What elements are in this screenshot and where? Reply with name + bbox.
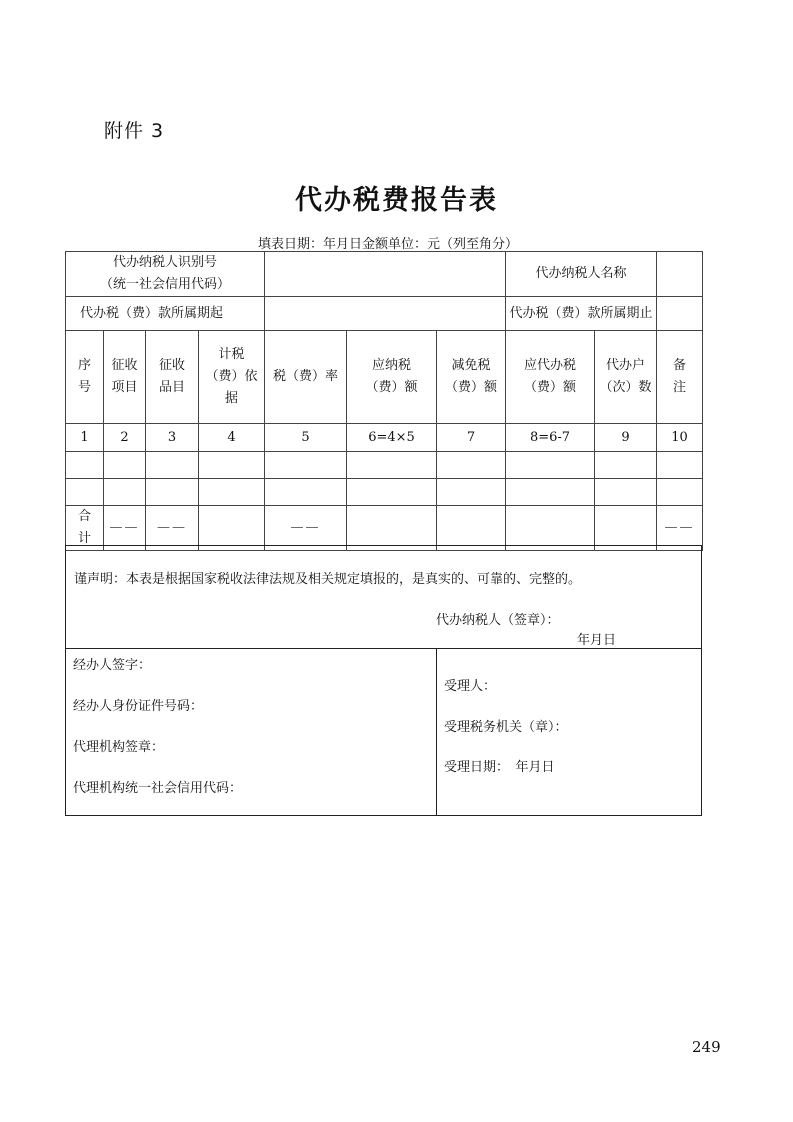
- column-header: [265, 331, 347, 424]
- table-cell[interactable]: [595, 479, 657, 506]
- column-number-row: [66, 424, 703, 452]
- table-cell[interactable]: [506, 479, 595, 506]
- section-divider: [436, 649, 437, 815]
- agent-seal-label: 代办纳税人（签章）：: [436, 613, 560, 628]
- total-label-line1: 合: [77, 509, 91, 524]
- table-cell[interactable]: [199, 452, 265, 479]
- table-row: [66, 452, 703, 479]
- column-number: 2: [104, 424, 146, 452]
- column-header-line: 注: [673, 380, 687, 395]
- period-start-label: 代办税（费）款所属期起: [66, 297, 265, 331]
- total-cell[interactable]: [595, 506, 657, 551]
- table-cell[interactable]: [66, 479, 104, 506]
- signature-section: [65, 648, 702, 816]
- column-header: [506, 331, 595, 424]
- period-start-field[interactable]: [265, 297, 506, 331]
- attachment-label: 附件 3: [104, 120, 165, 142]
- column-header-line: 据: [225, 391, 239, 406]
- fill-date-and-unit: 填表日期：年月日金额单位：元（列至角分）: [258, 237, 519, 252]
- report-table: [65, 251, 703, 551]
- column-header-line: 征收: [158, 358, 185, 373]
- column-header-line: 减免税: [451, 358, 491, 373]
- taxpayer-name-field[interactable]: [657, 252, 703, 297]
- table-cell[interactable]: [657, 479, 703, 506]
- declaration-section: [65, 545, 702, 648]
- column-header-line: 税（费）率: [273, 369, 339, 384]
- total-cell[interactable]: [437, 506, 506, 551]
- table-cell[interactable]: [657, 452, 703, 479]
- total-cell[interactable]: [347, 506, 437, 551]
- table-cell[interactable]: [104, 452, 146, 479]
- column-number: 10: [657, 424, 703, 452]
- table-row: [66, 479, 703, 506]
- column-header: [104, 331, 146, 424]
- total-cell: ——: [265, 506, 347, 551]
- column-header: [146, 331, 199, 424]
- handler-signature-label: 经办人签字：: [73, 658, 152, 673]
- form-title: 代办税费报告表: [295, 185, 498, 216]
- handler-id-label: 经办人身份证件号码：: [73, 699, 204, 714]
- column-header: [199, 331, 265, 424]
- taxpayer-id-label-line2: （统一社会信用代码）: [100, 277, 231, 292]
- taxpayer-name-label: 代办纳税人名称: [506, 252, 657, 297]
- declaration-date: 年月日: [577, 633, 617, 648]
- period-row: [66, 297, 703, 331]
- table-cell[interactable]: [265, 479, 347, 506]
- column-header-line: 号: [77, 380, 91, 395]
- column-header: [347, 331, 437, 424]
- column-number: 3: [146, 424, 199, 452]
- period-end-label: 代办税（费）款所属期止: [506, 297, 657, 331]
- total-label-line2: 计: [77, 531, 91, 546]
- table-cell[interactable]: [437, 452, 506, 479]
- column-header-line: 项目: [111, 380, 138, 395]
- total-cell: ——: [146, 506, 199, 551]
- column-number: 6=4×5: [347, 424, 437, 452]
- column-number: 7: [437, 424, 506, 452]
- table-cell[interactable]: [347, 452, 437, 479]
- total-cell[interactable]: [506, 506, 595, 551]
- column-number: 5: [265, 424, 347, 452]
- column-header-line: 征收: [111, 358, 138, 373]
- column-header-line: 应纳税: [372, 358, 412, 373]
- column-number: 4: [199, 424, 265, 452]
- column-header-line: （费）依: [205, 369, 258, 384]
- table-cell[interactable]: [595, 452, 657, 479]
- table-cell[interactable]: [146, 479, 199, 506]
- column-header-line: 计税: [218, 347, 245, 362]
- column-number: 9: [595, 424, 657, 452]
- table-cell[interactable]: [347, 479, 437, 506]
- column-header-line: 应代办税: [524, 358, 577, 373]
- receiver-label: 受理人：: [444, 679, 497, 694]
- receipt-date-label: 受理日期： 年月日: [444, 760, 555, 775]
- column-header: [657, 331, 703, 424]
- agency-credit-code-label: 代理机构统一社会信用代码：: [73, 781, 243, 796]
- table-cell[interactable]: [437, 479, 506, 506]
- column-header-line: （费）额: [445, 380, 498, 395]
- total-label: [66, 506, 104, 551]
- taxpayer-id-label-line1: 代办纳税人识别号: [113, 255, 218, 270]
- column-header-line: 序: [77, 358, 91, 373]
- table-cell[interactable]: [146, 452, 199, 479]
- table-cell[interactable]: [104, 479, 146, 506]
- table-cell[interactable]: [506, 452, 595, 479]
- page-number: 249: [692, 1038, 721, 1056]
- total-cell[interactable]: [199, 506, 265, 551]
- declaration-statement: 谨声明：本表是根据国家税收法律法规及相关规定填报的，是真实的、可靠的、完整的。: [74, 572, 582, 587]
- column-header-line: 备: [673, 358, 687, 373]
- column-header-line: （费）额: [365, 380, 418, 395]
- taxpayer-id-field[interactable]: [265, 252, 506, 297]
- column-header-row: [66, 331, 703, 424]
- taxpayer-id-label: [66, 252, 265, 297]
- agency-seal-label: 代理机构签章：: [73, 740, 165, 755]
- column-number: 8=6-7: [506, 424, 595, 452]
- period-end-field[interactable]: [657, 297, 703, 331]
- total-cell: ——: [104, 506, 146, 551]
- table-cell[interactable]: [66, 452, 104, 479]
- column-header-line: 代办户: [606, 358, 646, 373]
- column-header: [66, 331, 104, 424]
- column-header: [437, 331, 506, 424]
- tax-authority-label: 受理税务机关（章）：: [444, 720, 568, 735]
- table-cell[interactable]: [265, 452, 347, 479]
- total-cell: ——: [657, 506, 703, 551]
- column-number: 1: [66, 424, 104, 452]
- column-header-line: （费）额: [524, 380, 577, 395]
- total-row: [66, 506, 703, 551]
- column-header-line: 品目: [158, 380, 185, 395]
- column-header: [595, 331, 657, 424]
- table-cell[interactable]: [199, 479, 265, 506]
- taxpayer-id-row: [66, 252, 703, 297]
- column-header-line: （次）数: [599, 380, 652, 395]
